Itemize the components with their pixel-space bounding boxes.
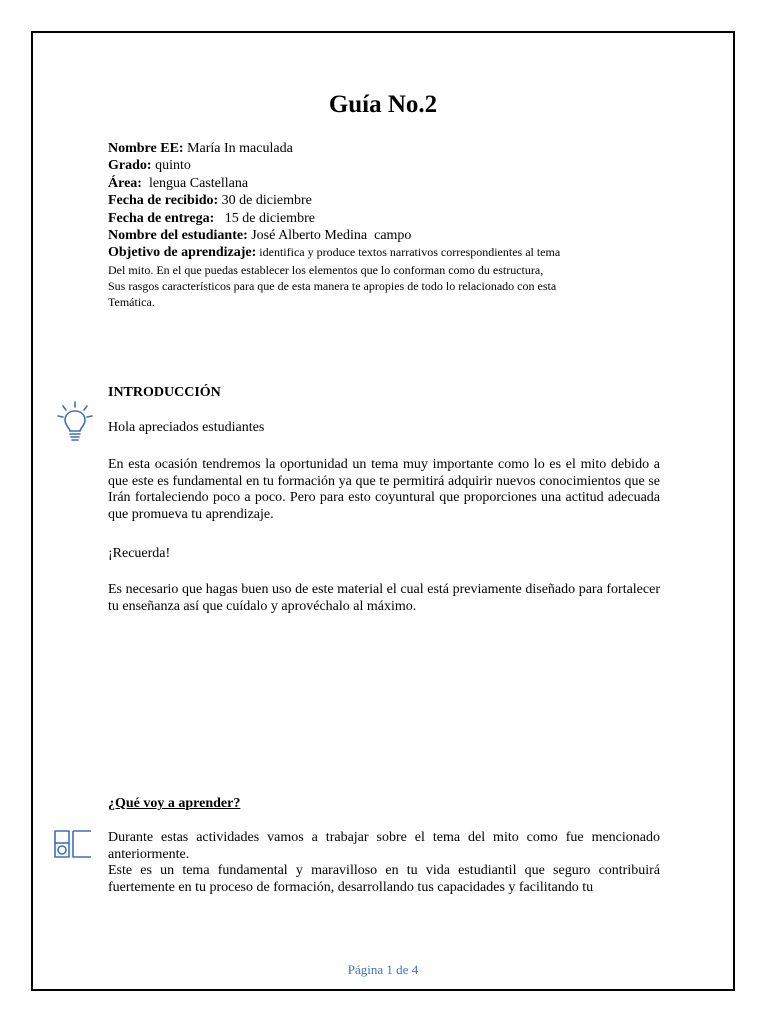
label-entrega: Fecha de entrega: [108,210,215,226]
value-estudiante: José Alberto Medina campo [247,228,412,244]
label-area: Área: [108,175,142,191]
row-entrega [108,210,668,227]
recuerda-text: ¡Recuerda! [108,546,171,561]
value-nombre-ee: María In maculada [183,141,293,156]
value-objetivo-1: identifica y produce textos narrativos correspondientes al tema [256,245,561,260]
header-info [108,140,668,310]
row-estudiante [108,227,668,244]
value-grado: quinto [151,158,191,174]
intro-paragraph: En esta ocasión tendremos la oportunidad un tema muy importante como lo es el mito debido a que este es fundamental en tu formación ya que te permitirá adquirir nuevos conocimientos que se Irán fortaleciendo poco a poco. Pero para esto coyuntural que proporciones una actitud adecuada que promueva tu aprendizaje. [108,457,660,522]
page-number: Página 1 de 4 [347,962,419,977]
book-icon [51,823,95,863]
row-recibido [108,192,668,209]
label-nombre-ee: Nombre EE: [108,141,184,156]
label-estudiante: Nombre del estudiante: [108,228,248,244]
value-area: lengua Castellana [141,175,249,191]
intro-heading: INTRODUCCIÓN [108,385,221,400]
value-objetivo-4: Temática. [108,294,155,309]
intro-greeting: Hola apreciados estudiantes [108,420,265,435]
aprender-heading: ¿Qué voy a aprender? [108,796,241,811]
aprender-paragraph-1: Durante estas actividades vamos a trabajar sobre el tema del mito como fue mencionado anteriormente. [108,830,660,862]
value-entrega: 15 de diciembre [214,210,315,226]
value-objetivo-2: Del mito. En el que puedas establecer los elementos que lo conforman como du estructura, [108,262,544,277]
row-objetivo [108,244,668,261]
page-title: Guía No.2 [328,91,438,118]
row-grado [108,157,668,174]
row-area [108,175,668,192]
document-page [31,31,735,991]
label-grado: Grado: [108,158,152,174]
lightbulb-icon [55,401,95,447]
row-nombre-ee [108,140,668,157]
label-objetivo: Objetivo de aprendizaje: [108,245,257,261]
aprender-paragraph-2: Este es un tema fundamental y maravilloso en tu vida estudiantil que seguro contribuirá fuertemente en tu proceso de formación, desarrollando tus capacidades y facilitando tu [108,863,660,895]
recuerda-paragraph: Es necesario que hagas buen uso de este material el cual está previamente diseñado para fortalecer tu enseñanza así que cuídalo y aprovéchalo al máximo. [108,582,660,614]
label-recibido: Fecha de recibido: [108,193,219,209]
value-recibido: 30 de diciembre [218,193,312,209]
value-objetivo-3: Sus rasgos característicos para que de esta manera te apropies de todo lo relacionado con esta [108,278,557,293]
